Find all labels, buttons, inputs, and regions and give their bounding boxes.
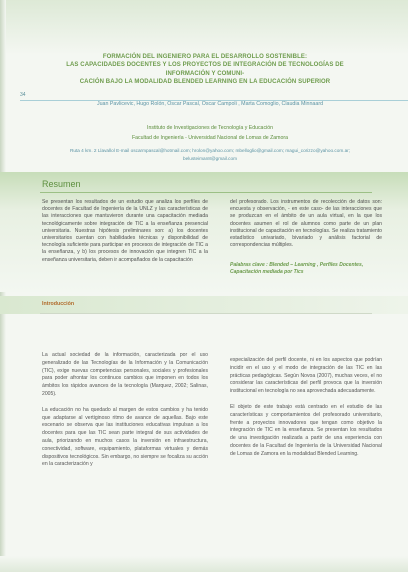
abstract-heading: Resumen [42,179,81,189]
abstract-right-column: del profesorado. Los instrumentos de recolección de datos son: encuesta y observación, - en este caso- de las interacciones que se produzcan en el ámbito de un aula virtual, en la que los docentes asumen el rol de alumnos como parte de un plan institucional de capacitación en tecnologías. Se realiza tratamiento estadístico univariado, bivariado y análisis factorial de correspondencias múltiples. [230,199,382,249]
page-number: 34 [20,92,26,98]
authors: Juan Pavlicevic, Hugo Rolón, Oscar Pascal, Oscar Campoli , Marta Comoglio, Claudia Minnaard [96,101,324,107]
affiliation-email: belusteiman8@gmail.com [182,156,237,161]
affiliation-contact: Ruta 4 km. 2 Llavallol E-mail oscarmpascal@hotmail.com; hrolon@yahoo.com; mbelloglio@gmail.com; magui_corizzo@yahoo.com.ar; [69,148,351,153]
intro-paragraph: El objeto de este trabajo está centrado en el estudio de las características y comportamientos del profesorado universitario, frente a proyectos innovadores que tengan como objetivo la integración de TIC en la enseñanza. Se presentan los resultados de una investigación realizada a partir de una experiencia con docentes de la Facultad de Ingeniería de la Universidad Nacional de Lomas de Zamora en la modalidad Blended Learning. [230,403,382,457]
title-line-1: FORMACIÓN DEL INGENIERO PARA EL DESARROLLO SOSTENIBLE: [102,54,308,60]
intro-paragraph: especialización del perfil docente, ni en los aspectos que podrían incidir en el uso y el modo de integración de las TIC en las prácticas pedagógicas. Según Novoa (2007), muchas veces, el no considerar las características del perfil provoca que la inversión institucional en tecnología no sea aprovechada adecuadamente. [230,357,382,395]
intro-heading: Introducción [42,301,75,307]
affiliation-institute: Instituto de Investigaciones de Tecnología y Educación [147,125,273,131]
intro-paragraph: La educación no ha quedado al margen de estos cambios y ha tenido que adaptarse al vertiginoso ritmo de avance de aquellas. Bajo este escenario se observa que las instituciones educativas impulsan a los docentes para que las TIC sean parte integral de sus actividades de aula, priorizando en muchos casos la inversión en infraestructura, conectividad, software, equipamiento, plataformas virtuales y demás dispositivos tecnológicos. Sin embargo, no siempre se focaliza su acción en la caracterización y [42,406,208,468]
affiliation-faculty: Facultad de Ingeniería - Universidad Nacional de Lomas de Zamora [132,135,288,141]
paper-title [55,53,355,87]
title-line-3: CACIÓN BAJO LA MODALIDAD BLENDED LEARNING EN LA EDUCACIÓN SUPERIOR [79,79,331,86]
intro-rule [40,313,372,314]
footer-band [0,556,408,572]
intro-paragraph: La actual sociedad de la información, caracterizada por el uso generalizado de las Tecnologías de la Información y la Comunicación (TIC), exige nuevas competencias personales, sociales y profesionales para poder afrontar los continuos cambios que imponen en todos los ámbitos los rápidos avances de la tecnología (Marquez, 2002; Salinas, 2005). [42,352,208,397]
title-line-2: LAS CAPACIDADES DOCENTES Y LOS PROYECTOS DE INTEGRACIÓN DE TECNOLOGÍAS DE INFORMACIÓN Y COMUNI- [66,62,344,77]
intro-right-column [230,357,382,467]
intro-left-column [42,352,208,477]
header-band [0,0,408,55]
abstract-rule [40,192,372,193]
keywords: Palabras clave : Blended – Learning , Perfiles Docentes, Capacitación mediada por Tics [230,262,364,276]
abstract-left-column: Se presentan los resultados de un estudio que analiza los perfiles de docentes de Facultad de Ingeniería de la UNLZ y las características de las interacciones que mantuvieron durante una capacitación mediada tecnológicamente sobre integración de TIC a la enseñanza presencial universitaria. Nuestras hipótesis preliminares son: a) los docentes universitarios cuentan con habilidades técnicas y disponibilidad de tecnología suficiente para participar en procesos de integración de TIC a la enseñanza, y b) los procesos de innovación que integren TIC a la enseñanza universitaria, deben ir acompañados de la capacitación [42,199,208,263]
